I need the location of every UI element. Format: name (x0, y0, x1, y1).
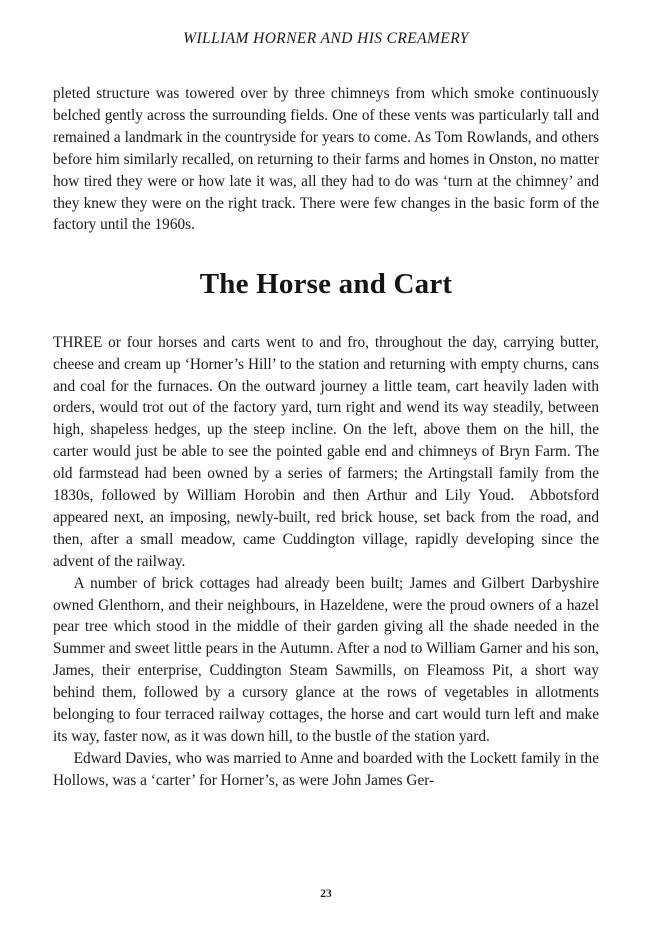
spacer-after-heading (53, 302, 599, 332)
text-block (53, 83, 599, 792)
chapter-heading: The Horse and Cart (199, 268, 453, 301)
page-number: 23 (320, 888, 332, 900)
paragraph-opening: THREE or four horses and carts went to and fro, throughout the day, carrying butter, cheese and cream up ‘Horner’s Hill’ to the station and returning with empty churns, cans and coal for the furnaces. On the outward journey a little team, cart heavily laden with orders, would trot out of the factory yard, turn right and wend its way steadily, between high, shapeless hedges, up the steep incline. On the left, above them on the hill, the carter would just be able to see the pointed gable end and chimneys of Bryn Farm. The old farmstead had been owned by a series of farmers; the Artingstall family from the 1830s, followed by William Horobin and then Arthur and Lily Youd. Abbotsford appeared next, an imposing, newly-built, red brick house, set back from the road, and then, after a small meadow, came Cuddington village, rapidly developing since the advent of the railway. (53, 333, 599, 570)
paragraph-cottages: A number of brick cottages had already been built; James and Gilbert Darbyshire owned Glenthorn, and their neighbours, in Hazeldene, were the proud owners of a hazel pear tree which stood in the middle of their garden giving all the shade needed in the Summer and sweet little pears in the Autumn. After a nod to William Garner and his son, James, their enterprise, Cuddington Steam Sawmills, on Fleamoss Pit, a short way behind them, followed by a cursory glance at the rows of vegetables in allotments belonging to four terraced railway cottages, the horse and cart would turn left and make its way, faster now, as it was down hill, to the bustle of the station yard. (53, 574, 599, 745)
paragraph-carters: Edward Davies, who was married to Anne and boarded with the Lockett family in the Hollows, was a ‘carter’ for Horner’s, as were John James Ger- (53, 749, 599, 789)
running-head: WILLIAM HORNER AND HIS CREAMERY (183, 30, 469, 47)
paragraph-continuation: pleted structure was towered over by three chimneys from which smoke continuously belched gently across the surrounding fields. One of these vents was particularly tall and remained a landmark in the countryside for years to come. As Tom Rowlands, and others before him similarly recalled, on returning to their farms and homes in Onston, no matter how tired they were or how late it was, all they had to do was ‘turn at the chimney’ and they knew they were on the right track. There were few changes in the basic form of the factory until the 1960s. (53, 85, 599, 234)
spacer-before-heading (53, 236, 599, 268)
